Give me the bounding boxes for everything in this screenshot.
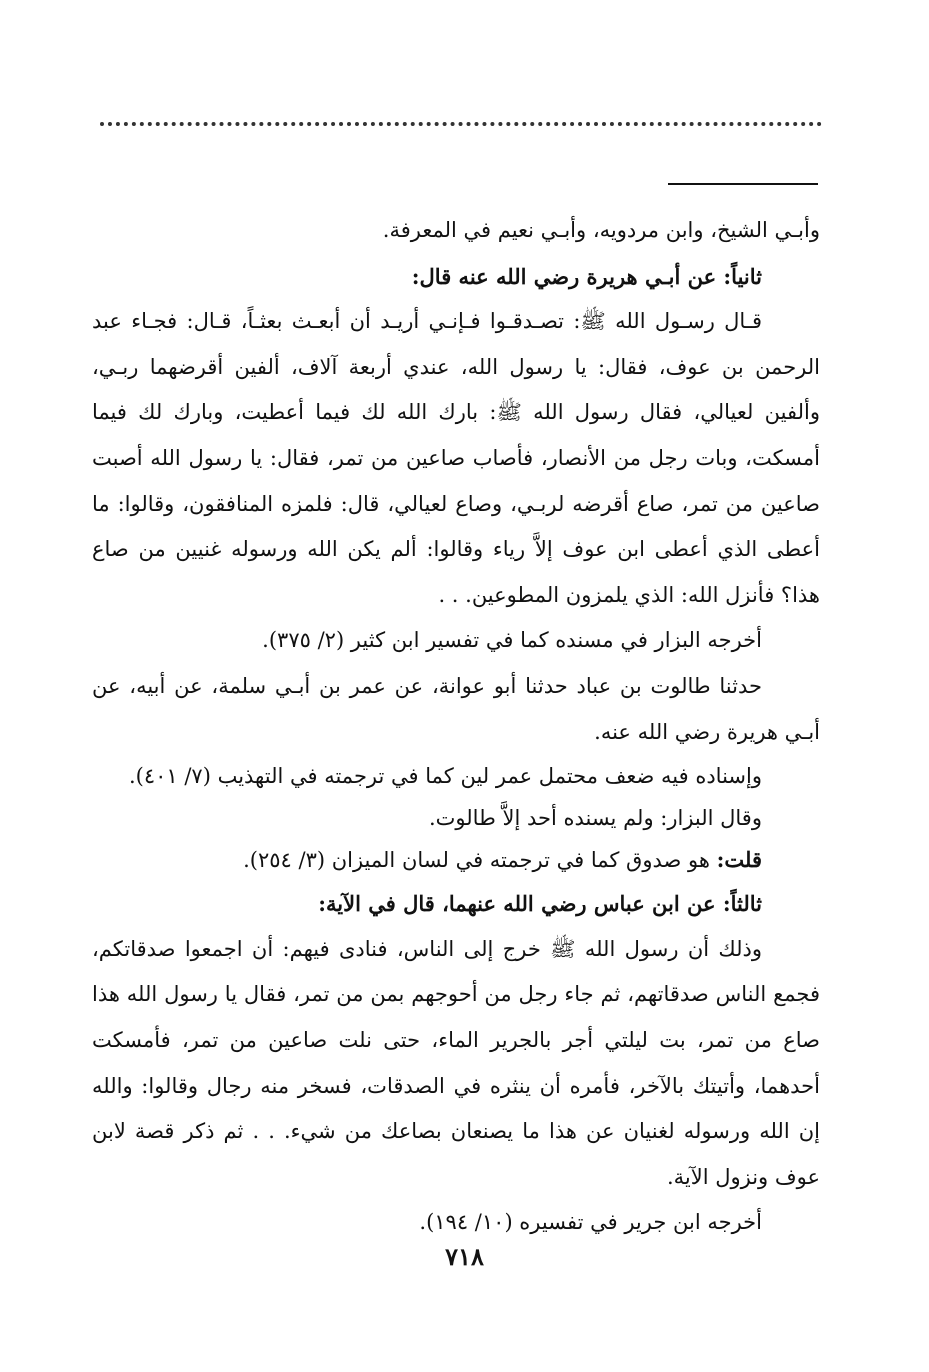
section-heading-third: ثالثاً: عن ابن عباس رضي الله عنهما، قال في الآية:	[318, 891, 762, 917]
isnad-second: حدثنا طالوت بن عباد حدثنا أبو عوانة، عن عمر بن أبـي سلمة، عن أبيه، عن أبـي هريرة رضي الله عنه.	[92, 673, 820, 744]
bazzar-note: وقال البزار: ولم يسنده أحد إلاَّ طالوت.	[428, 806, 762, 831]
qultu-text: هو صدوق كما في ترجمته في لسان الميزان (٣/ ٢٥٤).	[243, 848, 710, 873]
continuation-line: وأبـي الشيخ، وابن مردويه، وأبـي نعيم في المعرفة.	[382, 218, 820, 242]
takhrij-second: أخرجه البزار في مسنده كما في تفسير ابن كثير (٢/ ٣٧٥).	[262, 628, 762, 653]
hadith-paragraph-third: وذلك أن رسول الله ﷺ خرج إلى الناس، فنادى فيهم: أن اجمعوا صدقاتكم، فجمع الناس صدقاتهم، ثم جاء رجل من أحوجهم بمن من تمر، فقال يا رسول الله هذا صاع من تمر، بت ليلتي أجر بالجرير الماء، حتى نلت صاعين من تمر، فأمسكت أحدهما، وأتيتك بالآخر، فأمره أن ينثره في الصدقات، فسخر منه رجال وقالوا: والله إن الله ورسوله لغنيان عن هذا ما يصنعان بصاعك من شيء. . . ثم ذكر قصة لابن عوف ونزول الآية.	[92, 936, 820, 1189]
footnote-text	[92, 208, 820, 1246]
section-heading-second: ثانياً: عن أبـي هريرة رضي الله عنه قال:	[411, 263, 762, 289]
page-number: ٧١٨	[445, 1242, 484, 1271]
takhrij-third: أخرجه ابن جرير في تفسيره (١٠/ ١٩٤).	[419, 1210, 762, 1235]
dotted-separator	[100, 122, 822, 126]
footnote-rule	[668, 183, 818, 185]
grading-second: وإسناده فيه ضعف محتمل عمر لين كما في ترجمته في التهذيب (٧/ ٤٠١).	[128, 764, 762, 789]
hadith-paragraph-second: قـال رسـول الله ﷺ: تصـدقـوا فـإنـي أريـد أن أبعـث بعثـاً، قـال: فجـاء عبد الرحمن بن عوف، فقال: يا رسول الله، عندي أربعة آلاف، ألفين أقرضهما ربـي، وألفين لعيالي، فقال رسول الله ﷺ: بارك الله لك فيما أعطيت، وبارك لك فيما أمسكت، وبات رجل من الأنصار، فأصاب صاعين من تمر، فقال: يا رسول الله أصبت صاعين من تمر، صاع أقرضه لربـي، وصاع لعيالي، قال: فلمزه المنافقون، وقالوا: ما أعطى الذي أعطى ابن عوف إلاَّ رياء وقالوا: ألم يكن الله ورسوله غنيين من صاع هذا؟ فأنزل الله: الذي يلمزون المطوعين. . .	[92, 309, 820, 607]
qultu-label: قلت:	[716, 847, 762, 873]
qultu-line	[92, 839, 820, 881]
